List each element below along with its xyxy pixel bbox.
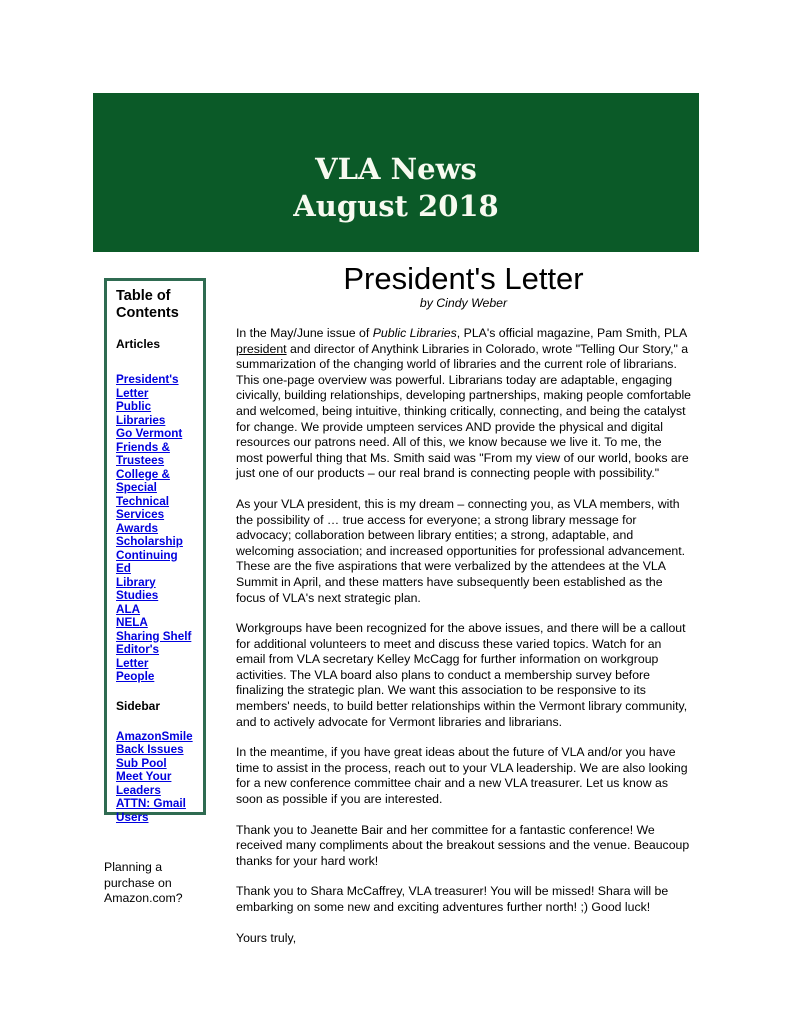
toc-link-public-libraries[interactable]: Public Libraries xyxy=(116,400,166,427)
toc-link-library-studies[interactable]: Library Studies xyxy=(116,575,159,602)
toc-link-ala[interactable]: ALA xyxy=(116,602,141,616)
text-segment: In the May/June issue of xyxy=(236,326,373,340)
toc-link-presidents-letter[interactable]: President's Letter xyxy=(116,373,179,400)
toc-link-people[interactable]: People xyxy=(116,670,155,683)
toc-link-sharing-shelf[interactable]: Sharing Shelf xyxy=(116,629,192,643)
italic-text: Public Libraries xyxy=(372,326,457,340)
article-paragraph xyxy=(236,621,691,730)
toc-link-go-vermont[interactable]: Go Vermont xyxy=(116,427,183,440)
toc-link-technical-services[interactable]: Technical Services xyxy=(116,494,170,521)
toc-heading-articles: Articles xyxy=(116,337,161,351)
text-segment: and director of Anythink Libraries in Colorado, wrote "Telling Our Story," a summarization of the changing world of libraries and the current role of librarians. This one-page overview was powerful. Librarians today are adaptable, engaging civically, building relationships, developing partnerships, making people comfortable and welcomed, being intuitive, thinking critically, connecting, and being the catalyst for change. We provide umpteen services AND provide the physical and digital resources our patrons need. All of this, we know because we live it. To me, the most powerful thing that Ms. Smith said was "From my view of our world, books are just one of our products – our real brand is connecting people with possibility." xyxy=(236,341,692,481)
article xyxy=(236,262,691,946)
article-paragraph xyxy=(236,823,691,870)
toc-link-sub-pool[interactable]: Sub Pool xyxy=(116,756,167,770)
article-title: President's Letter xyxy=(343,261,584,296)
toc-sidebar-links xyxy=(116,730,194,825)
toc-link-continuing-ed[interactable]: Continuing Ed xyxy=(116,548,178,575)
toc-link-college-special[interactable]: College & Special xyxy=(116,467,170,494)
article-paragraph xyxy=(236,745,691,807)
text-segment: Thank you to Shara McCaffrey, VLA treasurer! You will be missed! Shara will be embarking on some new and exciting adventures further north! ;) Good luck! xyxy=(236,884,669,914)
toc-link-nela[interactable]: NELA xyxy=(116,616,148,629)
toc-link-attn-gmail-users[interactable]: ATTN: Gmail Users xyxy=(116,797,186,824)
newsletter-title-line1: VLA News xyxy=(315,152,477,186)
toc-link-editors-letter[interactable]: Editor's Letter xyxy=(116,643,160,670)
newsletter-title-line2: August 2018 xyxy=(293,189,499,223)
article-byline: by Cindy Weber xyxy=(419,296,508,310)
text-segment: Thank you to Jeanette Bair and her committee for a fantastic conference! We received many compliments about the breakout sessions and the venue. Beaucoup thanks for your hard work! xyxy=(236,822,690,868)
article-paragraph xyxy=(236,884,691,915)
underlined-text: president xyxy=(236,341,287,356)
toc-link-back-issues[interactable]: Back Issues xyxy=(116,743,184,756)
article-paragraph xyxy=(236,497,691,606)
toc-link-friends-trustees[interactable]: Friends & Trustees xyxy=(116,440,170,467)
toc-link-awards[interactable]: Awards xyxy=(116,521,159,535)
newsletter-banner xyxy=(93,93,699,252)
toc-link-scholarship[interactable]: Scholarship xyxy=(116,535,183,548)
text-segment: , PLA's official magazine, Pam Smith, PLA xyxy=(456,326,687,340)
newsletter-title xyxy=(93,93,699,225)
table-of-contents xyxy=(104,278,206,824)
article-paragraph xyxy=(236,931,691,947)
toc-articles-links xyxy=(116,373,194,684)
toc-title: Table of Contents xyxy=(116,288,179,321)
toc-heading-sidebar: Sidebar xyxy=(116,698,161,713)
amazon-note: Planning a purchase on Amazon.com? xyxy=(104,860,183,905)
toc-link-amazonsmile[interactable]: AmazonSmile xyxy=(116,729,193,743)
text-segment: Workgroups have been recognized for the above issues, and there will be a callout for additional volunteers to meet and discuss these varied topics. Watch for an email from VLA secretary Kelley McCagg for further information on workgroup activities. The VLA board also plans to conduct a membership survey before finalizing the strategic plan. We want this association to be responsive to its members' needs, to build better relationships within the Vermont library community, and to actively advocate for Vermont libraries and librarians. xyxy=(236,621,688,729)
text-segment: As your VLA president, this is my dream – connecting you, as VLA members, with the possibility of … true access for everyone; a strong library message for advocacy; collaboration between library entities; a strong, adaptable, and welcoming association; and increased opportunities for professional advancement. These are the five aspirations that were verbalized by the attendees at the VLA Summit in April, and these matters have subsequently been established as the focus of VLA's next strategic plan. xyxy=(236,496,686,605)
text-segment: In the meantime, if you have great ideas about the future of VLA and/or you have time to assist in the process, reach out to your VLA leadership. We are also looking for a new conference committee chair and a new VLA treasurer. Let us know as soon as possible if you are interested. xyxy=(236,745,688,807)
article-paragraph xyxy=(236,326,691,482)
article-body xyxy=(236,326,691,946)
text-segment: Yours truly, xyxy=(236,930,297,945)
toc-link-meet-your-leaders[interactable]: Meet Your Leaders xyxy=(116,770,172,797)
